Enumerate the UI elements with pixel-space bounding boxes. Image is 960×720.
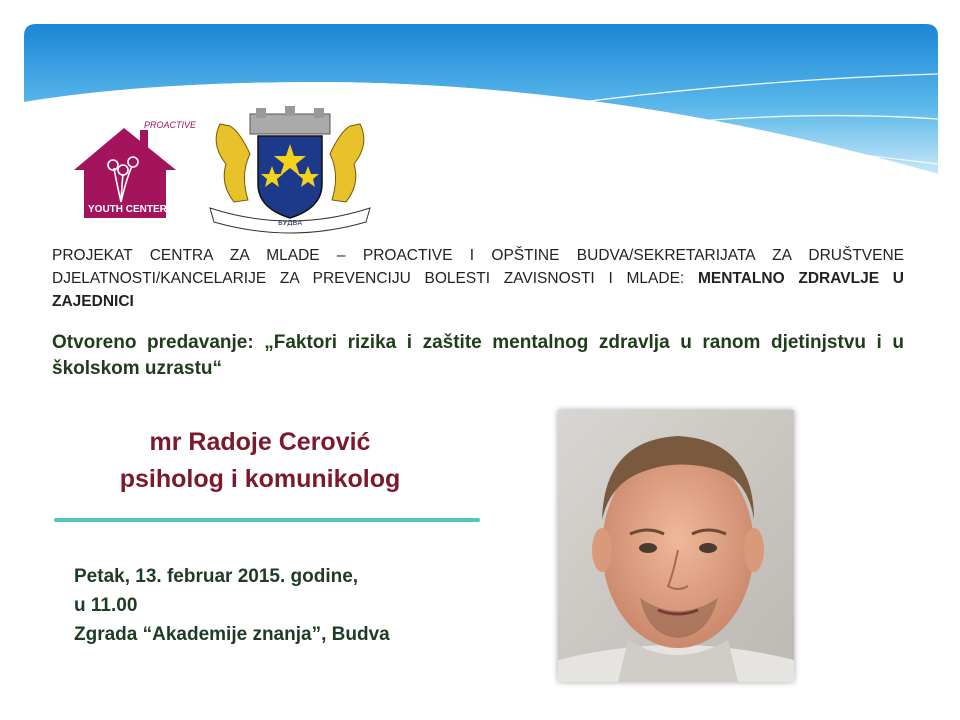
speaker-title: psiholog i komunikolog: [119, 465, 401, 493]
event-date: Petak, 13. februar 2015. godine,: [74, 566, 359, 587]
youth-center-text: YOUTH CENTER: [88, 204, 167, 215]
lecture-title: Otvoreno predavanje: „Faktori rizika i zaštite mentalnog zdravlja u ranom djetinjstvu i u školskom uzrastu“: [52, 332, 904, 379]
project-description: [52, 244, 904, 313]
project-highlight: MENTALNO ZDRAVLJE U ZAJEDNICI: [52, 270, 904, 310]
speaker-photo: [558, 410, 794, 682]
speaker-block: [60, 424, 460, 498]
divider-line: [54, 518, 480, 522]
project-text: PROJEKAT CENTRA ZA MLADE – PROACTIVE I OPŠTINE BUDVA/SEKRETARIJATA ZA DRUŠTVENE DJELATNOSTI/KANCELARIJE ZA PREVENCIJU BOLESTI ZAVISNOSTI I MLADE:: [52, 247, 904, 287]
budva-crest-logo: [190, 104, 390, 230]
budva-crest-text: БУДВА: [278, 219, 303, 227]
event-time: u 11.00: [74, 595, 138, 616]
speaker-name: mr Radoje Cerović: [149, 428, 371, 456]
event-location: Zgrada “Akademije znanja”, Budva: [74, 624, 390, 645]
event-info: [74, 562, 514, 649]
proactive-tag: PROACTIVE: [144, 120, 197, 130]
youth-center-logo: [66, 110, 197, 222]
